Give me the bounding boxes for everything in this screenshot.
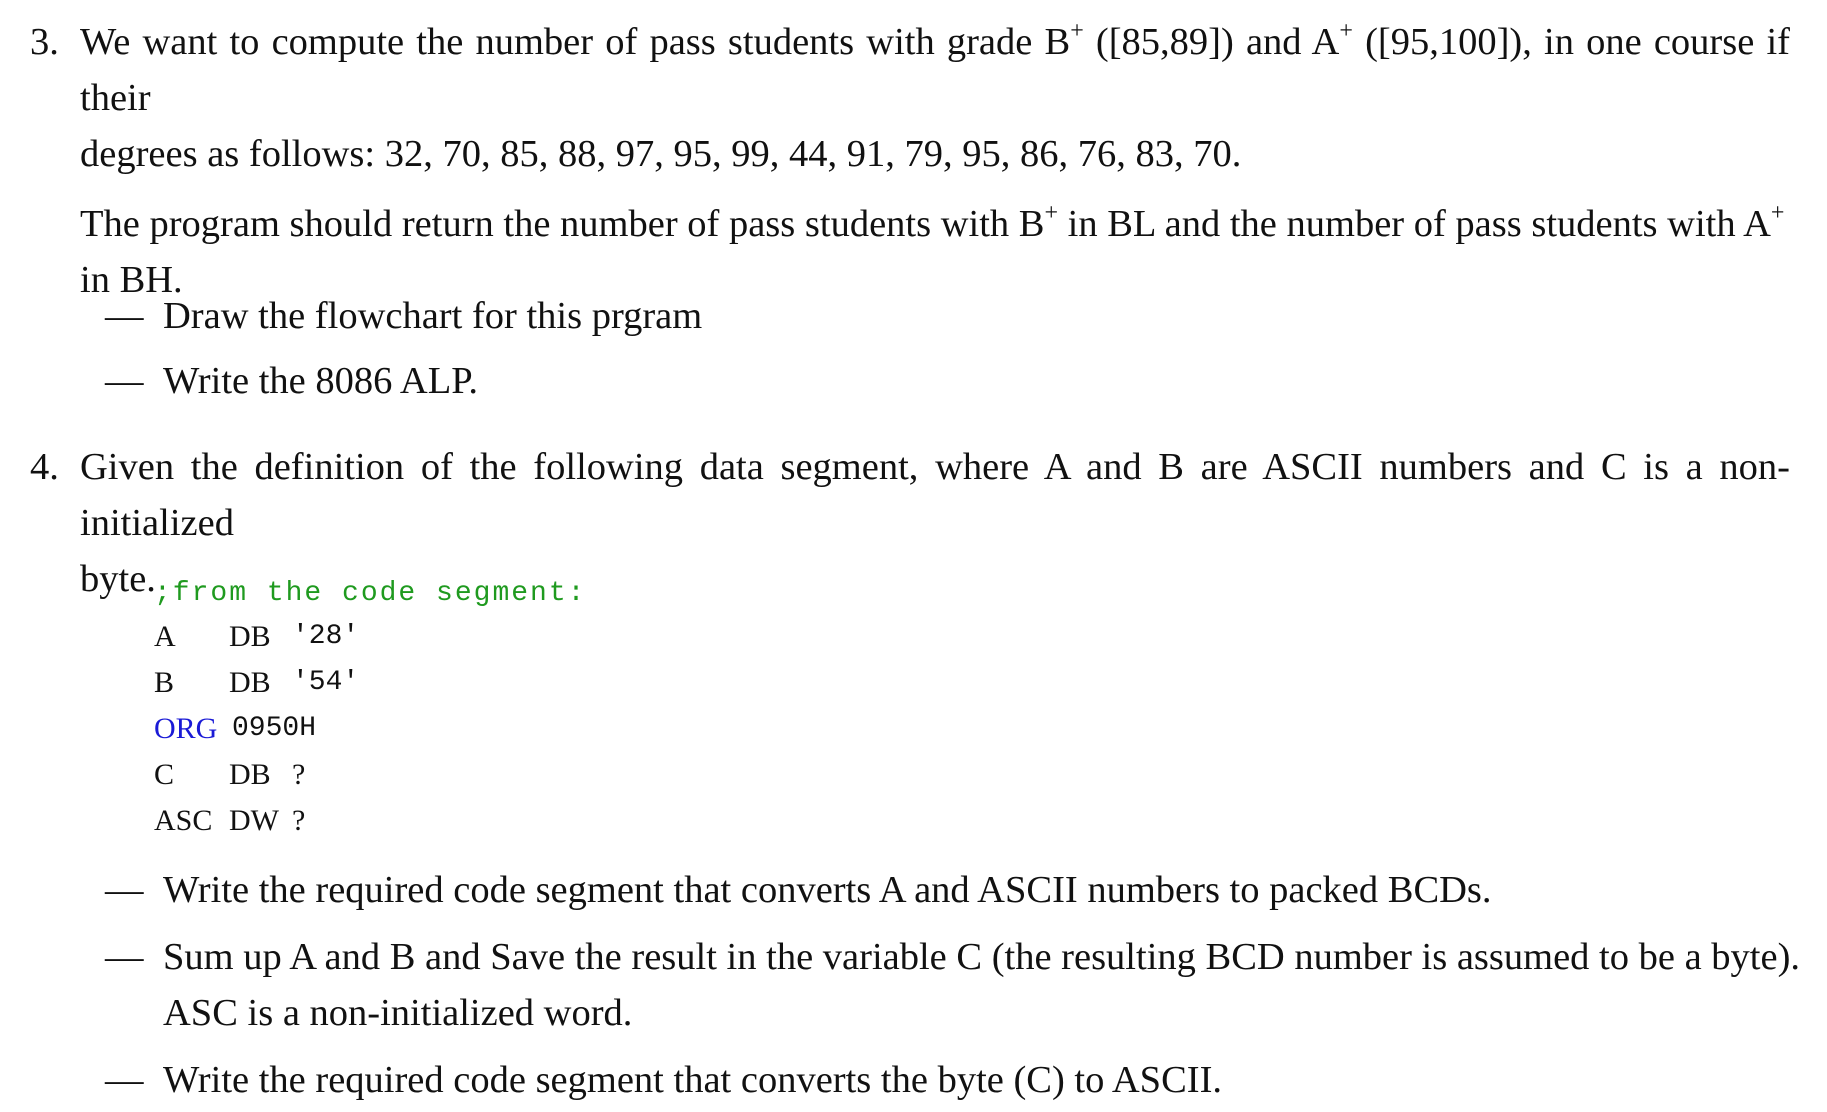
code-comment: ;from the code segment: [154,578,587,609]
q4-bullet-2-continuation: ASC is a non-initialized word. [163,992,633,1034]
value-c: ? [292,758,306,791]
q3-bullet-2-text: Write the 8086 ALP. [163,360,478,402]
q4-bullet-2-text: Sum up A and B and Save the result in the variable C (the resulting BCD number is assumed to be a byte). [163,936,1801,978]
q3-line1-part-b: ([85,89]) and A [1083,21,1340,63]
question-4-number: 4. [30,446,59,488]
q3-line1-part-c: ([95,100]), in one course if their [80,21,1790,119]
q4-line2: byte. [80,558,156,600]
q4-bullet-1 [105,862,1810,918]
q4-bullet-3 [105,1052,1810,1108]
code-row-org [154,706,586,752]
var-name-asc: ASC [154,804,213,837]
code-row-c [154,752,586,798]
value-b: '54' [292,667,360,698]
code-listing [154,568,586,844]
var-name-c: C [154,758,175,791]
code-row-comment [154,568,586,614]
dash-marker: — [105,295,144,337]
q3-bullet-2 [105,353,1810,409]
directive-db: DB [229,666,271,699]
q3-para2-part-a: The program should return the number of pass students with B [80,203,1045,245]
directive-db: DB [229,620,271,653]
q3-bullet-1 [105,288,1810,344]
question-3-paragraph-1 [80,14,1790,182]
var-name-b: B [154,666,175,699]
directive-dw: DW [229,804,279,837]
dash-marker: — [105,869,144,911]
q3-bullet-1-text: Draw the flowchart for this prgram [163,295,703,337]
code-row-asc [154,798,586,844]
q3-line1-part-a: We want to compute the number of pass students with grade B [80,21,1071,63]
q4-bullet-2 [105,929,1810,1041]
question-4-bullets [105,862,1810,1108]
code-row-b [154,660,586,706]
org-keyword: ORG [154,712,218,745]
value-a: '28' [292,621,360,652]
value-asc: ? [292,804,306,837]
dash-marker: — [105,360,144,402]
b-plus-superscript-2: + [1044,200,1059,227]
q4-bullet-3-text: Write the required code segment that converts the byte (C) to ASCII. [163,1059,1223,1101]
question-3-number: 3. [30,21,59,63]
question-3-body [80,14,1790,308]
q4-line1: Given the definition of the following data segment, where A and B are ASCII numbers and C is a non-initialized [80,446,1790,544]
a-plus-superscript-2: + [1770,200,1785,227]
a-plus-superscript: + [1339,18,1353,45]
var-name-a: A [154,620,176,653]
q3-para2-part-c: in BH. [80,259,183,301]
q3-para2-part-b: in BL and the number of pass students with A [1058,203,1771,245]
code-row-a [154,614,586,660]
b-plus-superscript: + [1070,18,1084,45]
dash-marker: — [105,1059,144,1101]
org-address: 0950H [232,713,317,744]
question-3-bullets [105,288,1810,409]
q4-bullet-1-text: Write the required code segment that converts A and ASCII numbers to packed BCDs. [163,869,1492,911]
dash-marker: — [105,936,144,978]
q3-line2: degrees as follows: 32, 70, 85, 88, 97, 95, 99, 44, 91, 79, 95, 86, 76, 83, 70. [80,133,1242,175]
directive-db: DB [229,758,271,791]
